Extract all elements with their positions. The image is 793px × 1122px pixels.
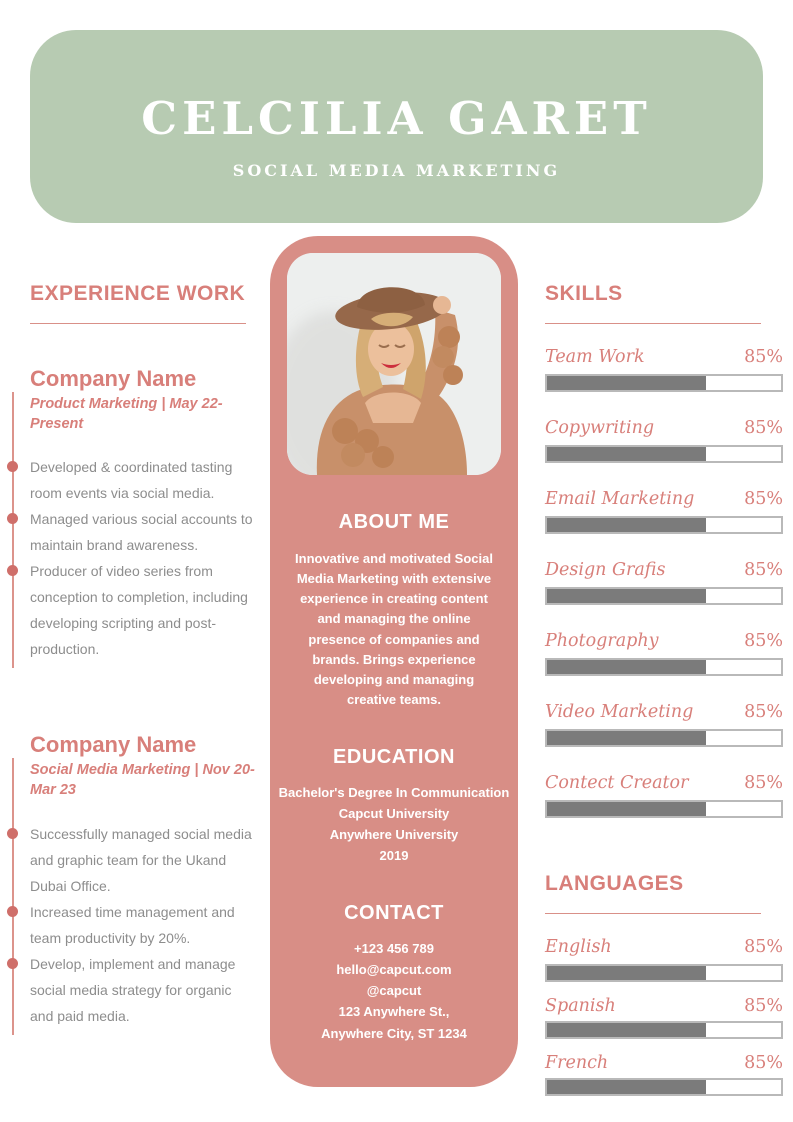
- skills-heading: SKILLS: [545, 282, 623, 305]
- bullet-item: Develop, implement and manage social media strategy for organic and paid media.: [30, 951, 258, 1029]
- skill-bar-fill: [547, 589, 706, 603]
- bullet-item: Successfully managed social media and graphic team for the Ukand Dubai Office.: [30, 821, 258, 899]
- skill-meter: [545, 631, 783, 676]
- skill-percent: 85%: [744, 560, 783, 580]
- contact-phone: +123 456 789: [354, 941, 434, 957]
- bullet-item: Increased time management and team productivity by 20%.: [30, 899, 258, 951]
- bullet-item: Managed various social accounts to maintain brand awareness.: [30, 506, 258, 558]
- job-bullets: [30, 821, 258, 1029]
- contact-city: Anywhere City, ST 1234: [321, 1025, 467, 1041]
- skill-percent: 85%: [744, 702, 783, 722]
- contact-heading: CONTACT: [344, 902, 444, 925]
- skill-label: Email Marketing: [545, 489, 695, 509]
- language-label: Spanish: [545, 996, 616, 1016]
- language-label: French: [545, 1053, 609, 1073]
- person-name: CELCILIA GARET: [141, 92, 652, 145]
- divider: [30, 323, 246, 324]
- skill-bar-fill: [547, 731, 706, 745]
- skill-label: Photography: [545, 631, 659, 651]
- language-bar-fill: [547, 1080, 706, 1094]
- skill-bar: [545, 445, 783, 463]
- skill-meter: [545, 773, 783, 818]
- skill-percent: 85%: [744, 347, 783, 367]
- experience-section: [30, 282, 258, 1029]
- skill-bar-fill: [547, 802, 706, 816]
- contact-handle: @capcut: [366, 983, 422, 999]
- language-bar-fill: [547, 1023, 706, 1037]
- languages-heading: LANGUAGES: [545, 872, 684, 895]
- skill-bar: [545, 374, 783, 392]
- language-percent: 85%: [744, 1053, 783, 1073]
- skill-meter: [545, 702, 783, 747]
- skill-label: Design Grafis: [545, 560, 666, 580]
- language-meter: [545, 996, 783, 1039]
- skill-bar-fill: [547, 660, 706, 674]
- contact-street: 123 Anywhere St.,: [338, 1004, 450, 1020]
- language-bar: [545, 964, 783, 982]
- language-meter: [545, 937, 783, 982]
- education-line: Bachelor's Degree In Communication: [278, 785, 510, 801]
- skill-bar: [545, 587, 783, 605]
- job-entry-1: [30, 366, 258, 662]
- timeline-line: [12, 392, 14, 668]
- job-meta: Product Marketing | May 22-Present: [30, 396, 223, 432]
- profile-photo: [287, 253, 501, 475]
- company-name: Company Name: [30, 732, 197, 758]
- experience-heading: EXPERIENCE WORK: [30, 282, 246, 305]
- skill-bar-fill: [547, 447, 706, 461]
- language-bar: [545, 1021, 783, 1039]
- skill-bar: [545, 516, 783, 534]
- profile-panel: [270, 236, 518, 1087]
- education-line: Anywhere University: [329, 827, 459, 843]
- skill-percent: 85%: [744, 631, 783, 651]
- language-label: English: [545, 937, 612, 957]
- skills-section: [545, 282, 783, 1096]
- divider: [545, 323, 761, 324]
- skill-meter: [545, 560, 783, 605]
- skill-bar-fill: [547, 518, 706, 532]
- job-meta: Social Media Marketing | Nov 20-Mar 23: [30, 762, 255, 798]
- company-name: Company Name: [30, 366, 197, 391]
- skill-percent: 85%: [744, 418, 783, 438]
- language-percent: 85%: [744, 996, 783, 1016]
- skill-bar: [545, 800, 783, 818]
- skill-meter: [545, 347, 783, 392]
- header-banner: [30, 30, 763, 223]
- language-bar-fill: [547, 966, 706, 980]
- language-percent: 85%: [744, 937, 783, 957]
- skill-label: Video Marketing: [545, 702, 694, 722]
- bullet-item: Producer of video series from conception to completion, including developing scripting and post-production.: [30, 558, 258, 662]
- about-heading: ABOUT ME: [338, 511, 450, 533]
- job-entry-2: [30, 732, 258, 1028]
- skill-meter: [545, 418, 783, 463]
- portrait-illustration: [287, 253, 501, 475]
- skill-bar: [545, 729, 783, 747]
- contact-lines: [270, 938, 518, 1043]
- timeline-line: [12, 758, 14, 1034]
- job-bullets: [30, 454, 258, 662]
- education-lines: [270, 782, 518, 866]
- about-text: Innovative and motivated Social Media Marketing with extensive experience in creating content and managing the online presence of companies and brands. Brings experience developing and managing creative teams.: [295, 551, 493, 707]
- skill-label: Contect Creator: [545, 773, 689, 793]
- skill-label: Copywriting: [545, 418, 655, 438]
- contact-email: hello@capcut.com: [336, 962, 452, 978]
- language-bar: [545, 1078, 783, 1096]
- person-title: SOCIAL MEDIA MARKETING: [232, 161, 561, 180]
- skill-bar-fill: [547, 376, 706, 390]
- education-heading: EDUCATION: [333, 746, 455, 769]
- education-line: Capcut University: [338, 806, 450, 822]
- skill-bar: [545, 658, 783, 676]
- skill-percent: 85%: [744, 773, 783, 793]
- skill-label: Team Work: [545, 347, 645, 367]
- skill-meter: [545, 489, 783, 534]
- language-meter: [545, 1053, 783, 1096]
- bullet-item: Developed & coordinated tasting room events via social media.: [30, 454, 258, 506]
- divider: [545, 913, 761, 914]
- education-line: 2019: [379, 848, 409, 864]
- skill-percent: 85%: [744, 489, 783, 509]
